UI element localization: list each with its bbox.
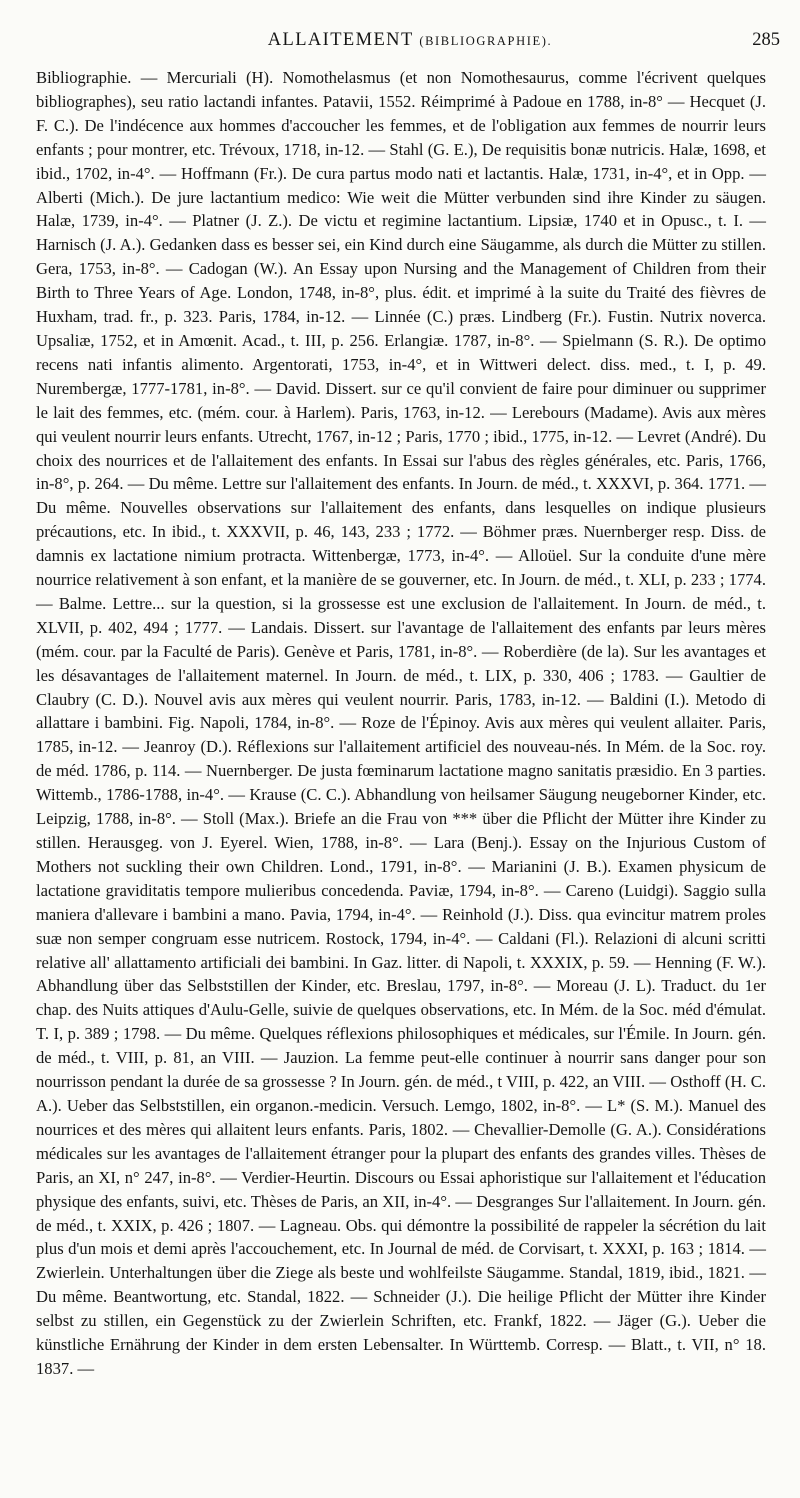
running-head xyxy=(40,30,780,51)
bibliography-text: Bibliographie. — Mercuriali (H). Nomothelasmus (et non Nomothesaurus, comme l'écrivent quelques bibliographes), seu ratio lactandi infantes. Patavii, 1552. Réimprimé à Padoue en 1788, in-8° — Hecquet (J. F. C.). De l'indécence aux hommes d'accoucher les femmes, et de l'obligation aux femmes de nourrir leurs enfants ; pour montrer, etc. Trévoux, 1718, in-12. — Stahl (G. E.), De requisitis bonæ nutricis. Halæ, 1698, et ibid., 1702, in-4°. — Hoffmann (Fr.). De cura partus modo nati et lactantis. Halæ, 1731, in-4°, et in Opp. — Alberti (Mich.). De jure lactantium medico: Wie weit die Mütter verbunden sind ihre Kinder zu säugen. Halæ, 1739, in-4°. — Platner (J. Z.). De victu et regimine lactantium. Lipsiæ, 1740 et in Opusc., t. I. — Harnisch (J. A.). Gedanken dass es besser sei, ein Kind durch eine Säugamme, als durch die Mütter zu stillen. Gera, 1753, in-8°. — Cadogan (W.). An Essay upon Nursing and the Management of Children from their Birth to Three Years of Age. London, 1748, in-8°, plus. édit. et imprimé à la suite du Traité des fièvres de Huxham, trad. fr., p. 323. Paris, 1784, in-12. — Linnée (C.) præs. Lindberg (Fr.). Fustin. Nutrix noverca. Upsaliæ, 1752, et in Amœnit. Acad., t. III, p. 256. Erlangiæ. 1787, in-8°. — Spielmann (S. R.). De optimo recens nati infantis alimento. Argentorati, 1753, in-4°, et in Wittweri delect. diss. med., t. I, p. 49. Nurembergæ, 1777-1781, in-8°. — David. Dissert. sur ce qu'il convient de faire pour diminuer ou supprimer le lait des femmes, etc. (mém. cour. à Harlem). Paris, 1763, in-12. — Lerebours (Madame). Avis aux mères qui veulent nourrir leurs enfants. Utrecht, 1767, in-12 ; Paris, 1770 ; ibid., 1775, in-12. — Levret (André). Du choix des nourrices et de l'allaitement des enfants. In Essai sur l'abus des règles générales, etc. Paris, 1766, in-8°, p. 264. — Du même. Lettre sur l'allaitement des enfants. In Journ. de méd., t. XXXVI, p. 364. 1771. — Du même. Nouvelles observations sur l'allaitement des enfants, dans lesquelles on indique plusieurs précautions, etc. In ibid., t. XXXVII, p. 46, 143, 233 ; 1772. — Böhmer præs. Nuernberger resp. Diss. de damnis ex lactatione nimium protracta. Wittenbergæ, 1773, in-4°. — Alloüel. Sur la conduite d'une mère nourrice relativement à son enfant, et la manière de se gouverner, etc. In Journ. de méd., t. XLI, p. 233 ; 1774. — Balme. Lettre... sur la question, si la grossesse est une exclusion de l'allaitement. In Journ. de méd., t. XLVII, p. 402, 494 ; 1777. — Landais. Dissert. sur l'avantage de l'allaitement des enfants par leurs mères (mém. cour. par la Faculté de Paris). Genève et Paris, 1781, in-8°. — Roberdière (de la). Sur les avantages et les désavantages de l'allaitement maternel. In Journ. de méd., t. LIX, p. 330, 406 ; 1783. — Gaultier de Claubry (C. D.). Nouvel avis aux mères qui veulent nourrir. Paris, 1783, in-12. — Baldini (I.). Metodo di allattare i bambini. Fig. Napoli, 1784, in-8°. — Roze de l'Épinoy. Avis aux mères qui veulent allaiter. Paris, 1785, in-12. — Jeanroy (D.). Réflexions sur l'allaitement artificiel des nouveau-nés. In Mém. de la Soc. roy. de méd. 1786, p. 114. — Nuernberger. De justa fœminarum lactatione magno sanitatis præsidio. En 3 parties. Wittemb., 1786-1788, in-4°. — Krause (C. C.). Abhandlung von heilsamer Säugung neugeborner Kinder, etc. Leipzig, 1788, in-8°. — Stoll (Max.). Briefe an die Frau von *** über die Pflicht der Mütter ihre Kinder zu stillen. Herausgeg. von J. Eyerel. Wien, 1788, in-8°. — Lara (Benj.). Essay on the Injurious Custom of Mothers not suckling their own Children. Lond., 1791, in-8°. — Marianini (J. B.). Examen physicum de lactatione graviditatis tempore mulieribus concedenda. Paviæ, 1794, in-8°. — Careno (Luidgi). Saggio sulla maniera d'allevare i bambini a mano. Pavia, 1794, in-4°. — Reinhold (J.). Diss. qua evincitur matrem proles suæ non semper congruam esse nutricem. Rostock, 1794, in-4°. — Caldani (Fl.). Relazioni di alcuni scritti relative all' allattamento artificiali dei bambini. In Gaz. litter. di Napoli, t. XXXIX, p. 59. — Henning (F. W.). Abhandlung über das Selbststillen der Kinder, etc. Breslau, 1797, in-8°. — Moreau (J. L). Traduct. du 1er chap. des Nuits attiques d'Aulu-Gelle, suivie de quelques observations, etc. In Mém. de la Soc. méd d'émulat. T. I, p. 389 ; 1798. — Du même. Quelques réflexions philosophiques et médicales, sur l'Émile. In Journ. gén. de méd., t. VIII, p. 81, an VIII. — Jauzion. La femme peut-elle continuer à nourrir sans danger pour son nourrisson pendant la durée de sa grossesse ? In Journ. gén. de méd., t VIII, p. 422, an VIII. — Osthoff (H. C. A.). Ueber das Selbststillen, ein organon.-medicin. Versuch. Lemgo, 1802, in-8°. — L* (S. M.). Manuel des nourrices et des mères qui allaitent leurs enfants. Paris, 1802. — Chevallier-Demolle (G. A.). Considérations médicales sur les avantages de l'allaitement étranger pour la plupart des enfants des grandes villes. Thèses de Paris, an XI, n° 247, in-8°. — Verdier-Heurtin. Discours ou Essai aphoristique sur l'allaitement et l'éducation physique des enfants, suivi, etc. Thèses de Paris, an XII, in-4°. — Desgranges Sur l'allaitement. In Journ. gén. de méd., t. XXIX, p. 426 ; 1807. — Lagneau. Obs. qui démontre la possibilité de rappeler la sécrétion du lait plus d'un mois et demi après l'accouchement, etc. In Journal de méd. de Corvisart, t. XXXI, p. 163 ; 1814. — Zwierlein. Unterhaltungen über die Ziege als beste und wohlfeilste Säugamme. Standal, 1819, ibid., 1821. — Du même. Beantwortung, etc. Standal, 1822. — Schneider (J.). Die heilige Pflicht der Mütter ihre Kinder selbst zu stillen, ein Gegenstück zu der Zwierlein Schriften, etc. Frankf, 1822. — Jäger (G.). Ueber die künstliche Ernährung der Kinder in dem ersten Lebensalter. In Württemb. Corresp. — Blatt., t. VII, n° 18. 1837. — xyxy=(36,68,766,1378)
page-header xyxy=(40,30,780,56)
page-number: 285 xyxy=(752,30,780,50)
running-head-subtitle: (BIBLIOGRAPHIE). xyxy=(419,34,553,48)
running-head-title: ALLAITEMENT xyxy=(267,30,414,50)
